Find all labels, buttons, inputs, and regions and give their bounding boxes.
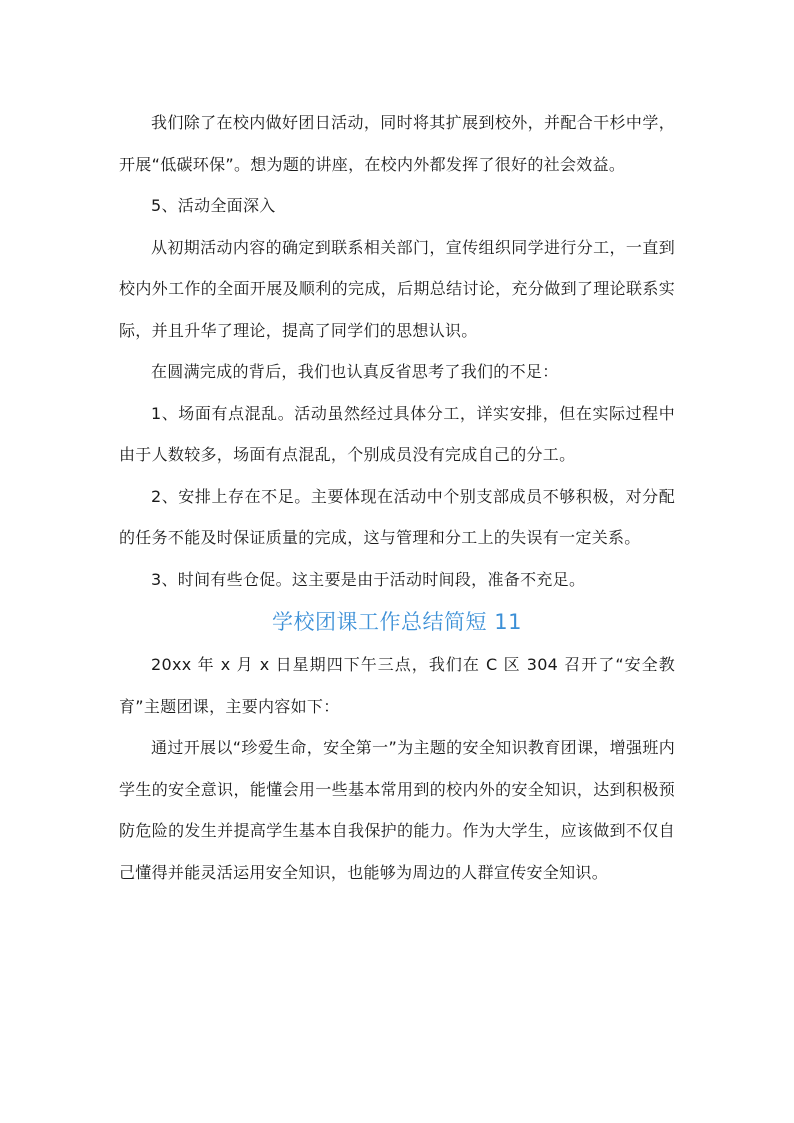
- paragraph-safety-goals: 通过开展以“珍爱生命，安全第一”为主题的安全知识教育团课，增强班内学生的安全意识，能懂会用一些基本常用到的校内外的安全知识，达到积极预防危险的发生并提高学生基本自我保护的能力。作为大学生，应该做到不仅自己懂得并能灵活运用安全知识，也能够为周边的人群宣传安全知识。: [119, 738, 675, 882]
- paragraph-meeting-info: 20xx 年 x 月 x 日星期四下午三点，我们在 C 区 304 召开了“安全教育”主题团课，主要内容如下：: [119, 655, 675, 716]
- section-title: 学校团课工作总结简短 11: [272, 610, 522, 634]
- paragraph-shortcoming-2: 2、安排上存在不足。主要体现在活动中个别支部成员不够积极，对分配的任务不能及时保证质量的完成，这与管理和分工上的失误有一定关系。: [119, 486, 675, 547]
- paragraph-item-5-heading: 5、活动全面深入: [151, 196, 276, 215]
- document-body: [119, 102, 675, 893]
- paragraph-school-outreach: 我们除了在校内做好团日活动，同时将其扩展到校外，并配合干杉中学，开展“低碳环保”。想为题的讲座，在校内外都发挥了很好的社会效益。: [119, 113, 675, 174]
- paragraph-activity-depth: 从初期活动内容的确定到联系相关部门，宣传组织同学进行分工，一直到校内外工作的全面开展及顺利的完成，后期总结讨论，充分做到了理论联系实际，并且升华了理论，提高了同学们的思想认识。: [119, 237, 675, 340]
- paragraph-shortcomings-intro: 在圆满完成的背后，我们也认真反省思考了我们的不足：: [151, 362, 559, 381]
- paragraph-shortcoming-1: 1、场面有点混乱。活动虽然经过具体分工，详实安排，但在实际过程中由于人数较多，场面有点混乱，个别成员没有完成自己的分工。: [119, 403, 675, 464]
- paragraph-shortcoming-3: 3、时间有些仓促。这主要是由于活动时间段，准备不充足。: [151, 569, 586, 589]
